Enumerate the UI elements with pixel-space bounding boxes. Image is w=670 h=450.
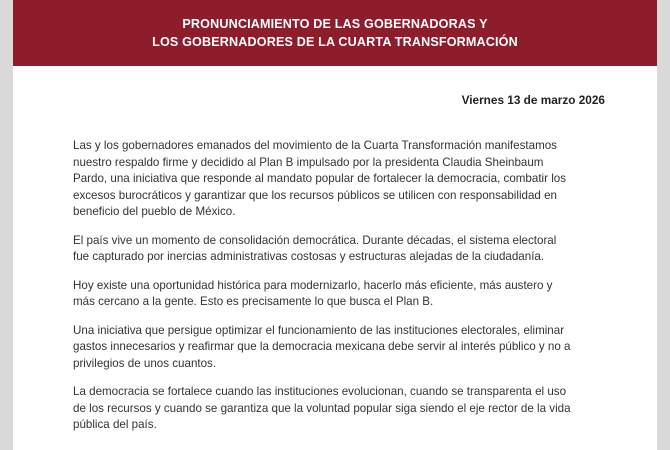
paragraph-1 bbox=[73, 138, 625, 221]
header-banner bbox=[13, 0, 657, 66]
text-line: Las y los gobernadores emanados del movimiento de la Cuarta Transformación manifestamos bbox=[73, 139, 557, 152]
text-line: beneficio del pueblo de México. bbox=[73, 205, 236, 218]
text-line: Pardo, una iniciativa que responde al mandato popular de fortalecer la democracia, combatir los bbox=[73, 172, 567, 185]
header-title-line-2: LOS GOBERNADORES DE LA CUARTA TRANSFORMACIÓN bbox=[152, 35, 518, 49]
text-line: fue capturado por inercias administrativas costosas y estructuras alejadas de la ciudadanía. bbox=[73, 250, 545, 263]
text-line: Hoy existe una oportunidad histórica para modernizarlo, hacerlo más eficiente, más austero y bbox=[73, 278, 553, 292]
paragraph-3 bbox=[73, 278, 625, 311]
text-line: excesos burocráticos y garantizar que los recursos públicos se utilicen con responsabilidad en bbox=[73, 188, 557, 202]
text-line: gastos innecesarios y reafirmar que la democracia mexicana debe servir al interés público y no a bbox=[73, 340, 571, 353]
text-line: pública del país. bbox=[73, 418, 157, 431]
text-line: privilegios de unos cuantos. bbox=[73, 356, 217, 370]
document-page bbox=[13, 0, 657, 450]
text-line: de los recursos y cuando se garantiza que la voluntad popular siga siendo el eje rector de la vida bbox=[73, 401, 571, 415]
text-line: El país vive un momento de consolidación democrática. Durante décadas, el sistema electoral bbox=[73, 233, 557, 247]
text-line: La democracia se fortalece cuando las instituciones evolucionan, cuando se transparenta el uso bbox=[73, 385, 567, 398]
paragraph-5 bbox=[73, 384, 625, 434]
text-line: más cercano a la gente. Esto es precisamente lo que busca el Plan B. bbox=[73, 295, 434, 308]
document-date: Viernes 13 de marzo 2026 bbox=[461, 93, 605, 107]
paragraph-2 bbox=[73, 233, 625, 266]
document-body bbox=[73, 138, 625, 446]
text-line: nuestro respaldo firme y decidido al Plan B impulsado por la presidenta Claudia Sheinbaum bbox=[73, 155, 544, 169]
header-title-line-1: PRONUNCIAMIENTO DE LAS GOBERNADORAS Y bbox=[182, 17, 488, 31]
text-line: Una iniciativa que persigue optimizar el funcionamiento de las instituciones electorales, eliminar bbox=[73, 323, 565, 337]
paragraph-4 bbox=[73, 323, 625, 373]
